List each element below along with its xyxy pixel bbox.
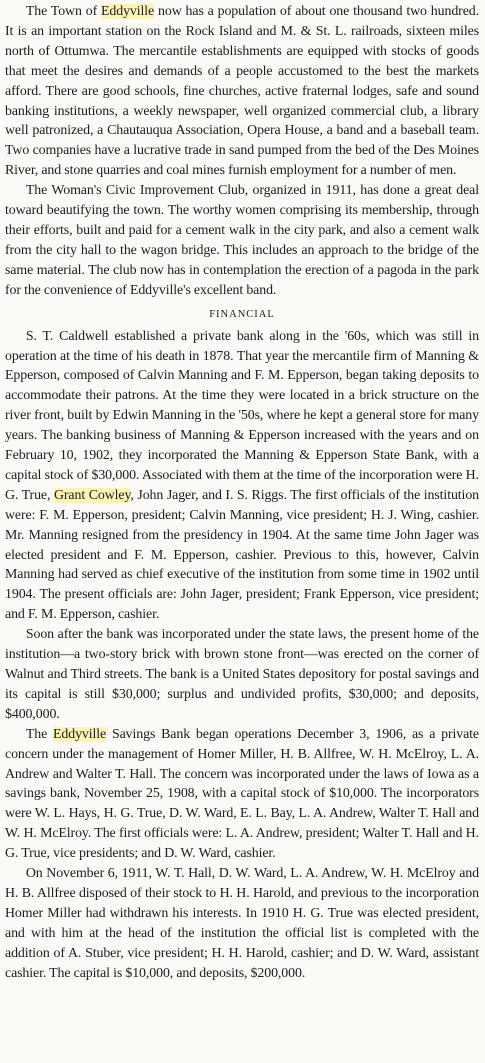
text-segment: Soon after the bank was incorporated under the state laws, the present home of the institution—a two-story brick with brown stone front—was erected on the corner of Walnut and Third streets. The bank is a United States depository for postal savings and its capital is still $30,000; surplus and undivided profits, $30,000; and deposits, $400,000. <box>5 627 479 722</box>
text-segment: On November 6, 1911, W. T. Hall, D. W. Ward, L. A. Andrew, W. H. McElroy and H. B. Allfree disposed of their stock to H. H. Harold, and previous to the incorporation Homer Miller had withdrawn his interests. In 1910 H. G. True was elected president, and with him at the head of the institution the official list is completed with the addition of A. Stuber, vice president; H. H. Harold, cashier; and D. W. Ward, assistant cashier. The capital is $10,000, and deposits, $200,000. <box>5 866 479 981</box>
highlighted-term: Grant Cowley <box>53 487 131 503</box>
text-segment: now has a population of about one thousand two hundred. It is an important station on the Rock Island and M. & St. L. railroads, sixteen miles north of Ottumwa. The mercantile establishments are equipped with stocks of goods that meet the desires and demands of a people accustomed to the best the markets afford. There are good schools, fine churches, active fraternal lodges, safe and sound banking institutions, a weekly newspaper, well organized commercial club, a library well patronized, a Chautauqua Association, Opera House, a band and a baseball team. Two companies have a lucrative trade in sand pumped from the bed of the Des Moines River, and stone quarries and coal mines furnish employment for a number of men. <box>5 4 479 179</box>
paragraph-civic-club <box>5 181 479 300</box>
text-segment: The Woman's Civic Improvement Club, organized in 1911, has done a great deal toward beautifying the town. The worthy women comprising its membership, through their efforts, built and paid for a cement walk in the city park, and also a cement walk from the city hall to the wagon bridge. This includes an approach to the bridge of the same material. The club now has in contemplation the erection of a pagoda in the park for the convenience of Eddyville's excellent band. <box>5 183 479 298</box>
paragraph-town-description <box>5 2 479 181</box>
paragraph-manning-epperson <box>5 327 479 626</box>
section-heading: FINANCIAL <box>209 308 275 320</box>
text-segment: The <box>25 726 53 742</box>
text-segment: The Town of <box>25 4 101 19</box>
highlighted-term: Eddyville <box>53 726 107 742</box>
text-segment: Savings Bank began operations December 3, 1906, as a private concern under the management of Homer Miller, H. B. Allfree, W. H. McElroy, L. A. Andrew and Walter T. Hall. The concern was incorporated under the laws of Iowa as a savings bank, November 25, 1908, with a capital stock of $10,000. The incorporators were W. L. Hays, H. G. True, D. W. Ward, E. L. Bay, L. A. Andrew, Walter T. Hall and W. H. McElroy. The first officials were: L. A. Andrew, president; Walter T. Hall and H. G. True, vice presidents; and D. W. Ward, cashier. <box>5 726 479 862</box>
text-segment: S. T. Caldwell established a private bank along in the '60s, which was still in operation at the time of his death in 1878. That year the mercantile firm of Manning & Epperson, composed of Calvin Manning and F. M. Epperson, began taking deposits to accommodate their patrons. At the time they were located in a brick structure on the river front, built by Edwin Manning in the '50s, where he kept a general store for many years. The banking business of Manning & Epperson increased with the years and on February 10, 1902, they incorporated the Manning & Epperson State Bank, with a capital stock of $30,000. Associated with them at the time of the incorporation were H. G. True, <box>5 328 479 503</box>
highlighted-term: Eddyville <box>101 4 155 19</box>
paragraph-bank-building <box>5 625 479 725</box>
text-segment: , John Jager, and I. S. Riggs. The first officials of the institution were: F. M. Epperson, president; Calvin Manning, vice president; H. J. Wing, cashier. Mr. Manning resigned from the presidency in 1904. At the same time John Jager was elected president and F. M. Epperson, cashier. Previous to this, however, Calvin Manning had served as chief executive of the institution from some time in 1902 until 1904. The present officials are: John Jager, president; Frank Epperson, vice president; and F. M. Epperson, cashier. <box>5 487 480 623</box>
paragraph-stock-transfer <box>5 864 479 983</box>
paragraph-savings-bank <box>5 725 479 864</box>
